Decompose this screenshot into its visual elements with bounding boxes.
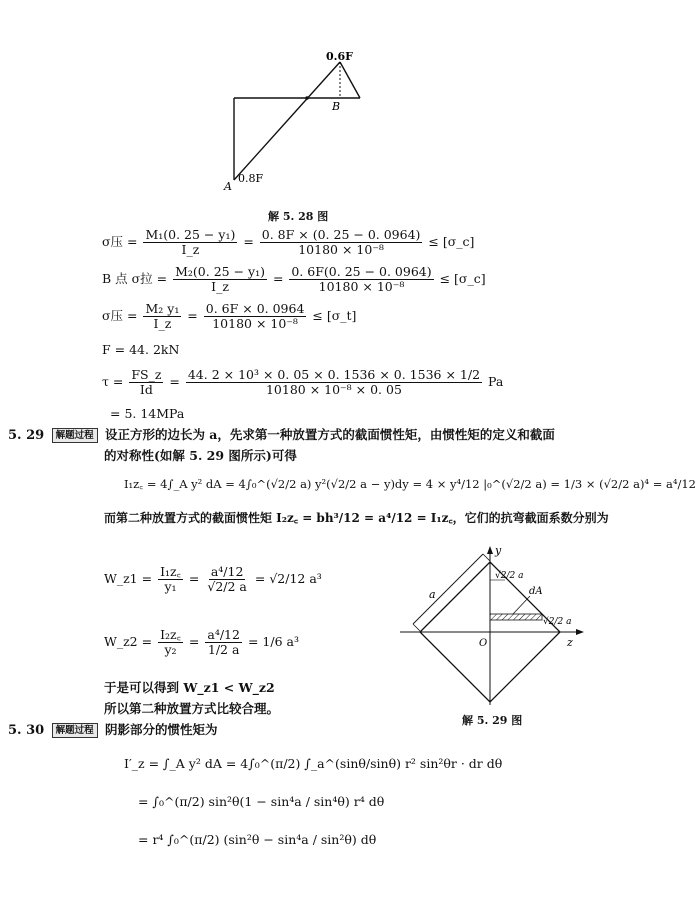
eq-numerator: 44. 2 × 10³ × 0. 05 × 0. 1536 × 0. 1536 × 1/2 [187,367,481,382]
label-right-dimension: √2/2 a [543,617,572,627]
dA-pointer [513,596,530,614]
equation-tau-result: = 5. 14MPa [110,406,185,421]
figure-5-28-moment-diagram [220,50,390,195]
dimension-line-a [413,554,483,624]
eq-denominator: √2/2 a [207,579,247,594]
eq-numerator: I₁z꜀ [160,564,181,579]
problem-5-30-heading [8,722,217,739]
label-top-dimension: √2/2 a [495,571,524,581]
z-axis-arrow-icon [576,629,584,635]
eq-lhs: W_z1 = [104,571,153,586]
label-top-force: 0.6F [326,50,353,63]
equation-Iz-prime: I′_z = ∫_A y² dA = 4∫₀^(π/2) ∫_a^(sinθ/sinθ) r² sin²θr · dr dθ [124,756,503,771]
eq-rhs: ≤ [σ_c] [439,271,486,286]
figure-5-29-caption: 解 5. 29 图 [462,714,523,727]
solution-tag: 解题过程 [52,723,98,738]
eq-numerator: M₂ y₁ [145,301,180,316]
eq-lhs: W_z2 = [104,634,153,649]
eq-numerator: I₂z꜀ [160,627,181,642]
problem-5-29-conclusion1: 于是可以得到 W_z1 < W_z2 [104,680,275,695]
eq-denominator: I_z [181,242,200,257]
eq-rhs: = 1/6 a³ [247,634,299,649]
eq-numerator: FS_z [131,367,162,382]
eq-numerator: a⁴/12 [207,627,240,642]
eq-rhs: ≤ [σ_t] [312,308,357,323]
figure-5-28-caption: 解 5. 28 图 [268,210,329,223]
eq-denominator: 10180 × 10⁻⁸ [298,242,384,257]
problem-5-29-heading [8,427,555,444]
eq-lhs: τ = [102,374,124,389]
eq-rhs: ≤ [σ_c] [428,234,475,249]
eq-denominator: 10180 × 10⁻⁸ [212,316,298,331]
eq-denominator: I_z [211,279,229,294]
equation-sigma-compression: σ压 = $\frac{\text{M₁(0. 25 − y₁)}}{I\_z}$ = $\frac{0. 8F \times (0. 25 - 0. 0964)}{\text{10180 × 10⁻⁸}}$ ≤ [σ_c] [102,227,475,257]
eq-lhs: σ压 = [102,234,138,249]
problem-5-29-conclusion2: 所以第二种放置方式比较合理。 [104,701,280,716]
label-a: a [429,588,436,601]
paragraph-text: 阴影部分的惯性矩为 [104,722,218,737]
label-y: y [495,544,502,557]
diagram-point [305,96,309,100]
label-dA: dA [529,586,543,597]
eq-denominator: I_z [153,316,172,331]
eq-denominator: y₁ [164,579,177,594]
paragraph-text: 设正方形的边长为 a，先求第一种放置方式的截面惯性矩，由惯性矩的定义和截面 [104,427,555,442]
eq-numerator: M₁(0. 25 − y₁) [145,227,236,242]
problem-number: 5. 30 [8,723,45,738]
equation-F-result: F = 44. 2kN [102,342,180,357]
eq-numerator: 0. 6F × 0. 0964 [205,301,305,316]
eq-denominator: Id [139,382,153,397]
equation-Wz2: W_z2 = $\frac{\text{I₂z꜀}}{\text{y₂}}$ = $\frac{\text{a⁴/12}}{1/2 a}$ = 1/6 a³ [104,627,299,657]
equation-I1z: I₁z꜀ = 4∫_A y² dA = 4∫₀^(√2/2 a) y²(√2/2 a − y)dy = 4 × y⁴/12 |₀^(√2/2 a) = 1/3 × (√2/2 a)⁴ = a⁴/12 [124,477,696,491]
eq-rhs: = √2/12 a³ [254,571,322,586]
label-B: B [332,100,341,113]
solution-tag: 解题过程 [52,428,98,443]
eq-numerator: M₂(0. 25 − y₁) [175,264,265,279]
equation-sigma-compression-2: σ压 = $\frac{\text{M₂ y₁}}{I\_z}$ = $\frac{0. 6F \times 0. 0964}{\text{10180 × 10⁻⁸}}$ ≤ [σ_t] [102,301,357,331]
eq-lhs: σ压 = [102,308,138,323]
problem-number: 5. 29 [8,428,45,443]
equation-Iz-prime-step3: = r⁴ ∫₀^(π/2) (sin²θ − sin⁴a / sin²θ) dθ [138,832,377,847]
equation-Wz1: W_z1 = $\frac{\text{I₁z꜀}}{\text{y₁}}$ = $\frac{\text{a⁴/12}}{√2/2 a}$ = √2/12 a³ [104,564,322,594]
eq-denominator: y₂ [164,642,177,657]
problem-5-29-line3: 而第二种放置方式的截面惯性矩 I₂z꜀ = bh³/12 = a⁴/12 = I₁z꜀，它们的抗弯截面系数分别为 [104,511,609,525]
eq-unit: Pa [488,374,504,389]
label-bottom-force: 0.8F [238,172,264,185]
y-axis-arrow-icon [487,546,493,554]
diagram-triangle-edge [340,62,360,98]
problem-5-29-line2: 的对称性(如解 5. 29 图所示)可得 [104,448,297,463]
eq-denominator: 10180 × 10⁻⁸ × 0. 05 [265,382,402,397]
eq-numerator: a⁴/12 [210,564,244,579]
strip-dA [490,614,542,620]
equation-tau: τ = $\frac{FS\_z}{Id}$ = $\frac{\text{44. 2 × 10³ × 0. 05 × 0. 1536 × 0. 1536 × 1/2}}{\text{10180 × 10⁻⁸ × 0. 05}}$ Pa [102,367,504,397]
label-O: O [479,638,488,649]
equation-sigma-tension-B: B 点 σ拉 = $\frac{\text{M₂(0. 25 − y₁)}}{I\_z}$ = $\frac{0. 6F(0. 25 - 0. 0964)}{\text{10180 × 10⁻⁸}}$ ≤ [σ_c] [102,264,486,294]
label-z: z [567,636,573,649]
diagram-diagonal [234,62,340,180]
eq-denominator: 1/2 a [207,642,240,657]
eq-lhs: B 点 σ拉 = [102,271,168,286]
eq-denominator: 10180 × 10⁻⁸ [318,279,405,294]
label-A: A [224,180,232,193]
equation-Iz-prime-step2: = ∫₀^(π/2) sin²θ(1 − sin⁴a / sin⁴θ) r⁴ dθ [138,794,385,809]
figure-5-29-square-section [395,540,585,710]
eq-numerator: 0. 6F(0. 25 − 0. 0964) [291,264,432,279]
eq-numerator: 0. 8F × (0. 25 − 0. 0964) [261,227,421,242]
